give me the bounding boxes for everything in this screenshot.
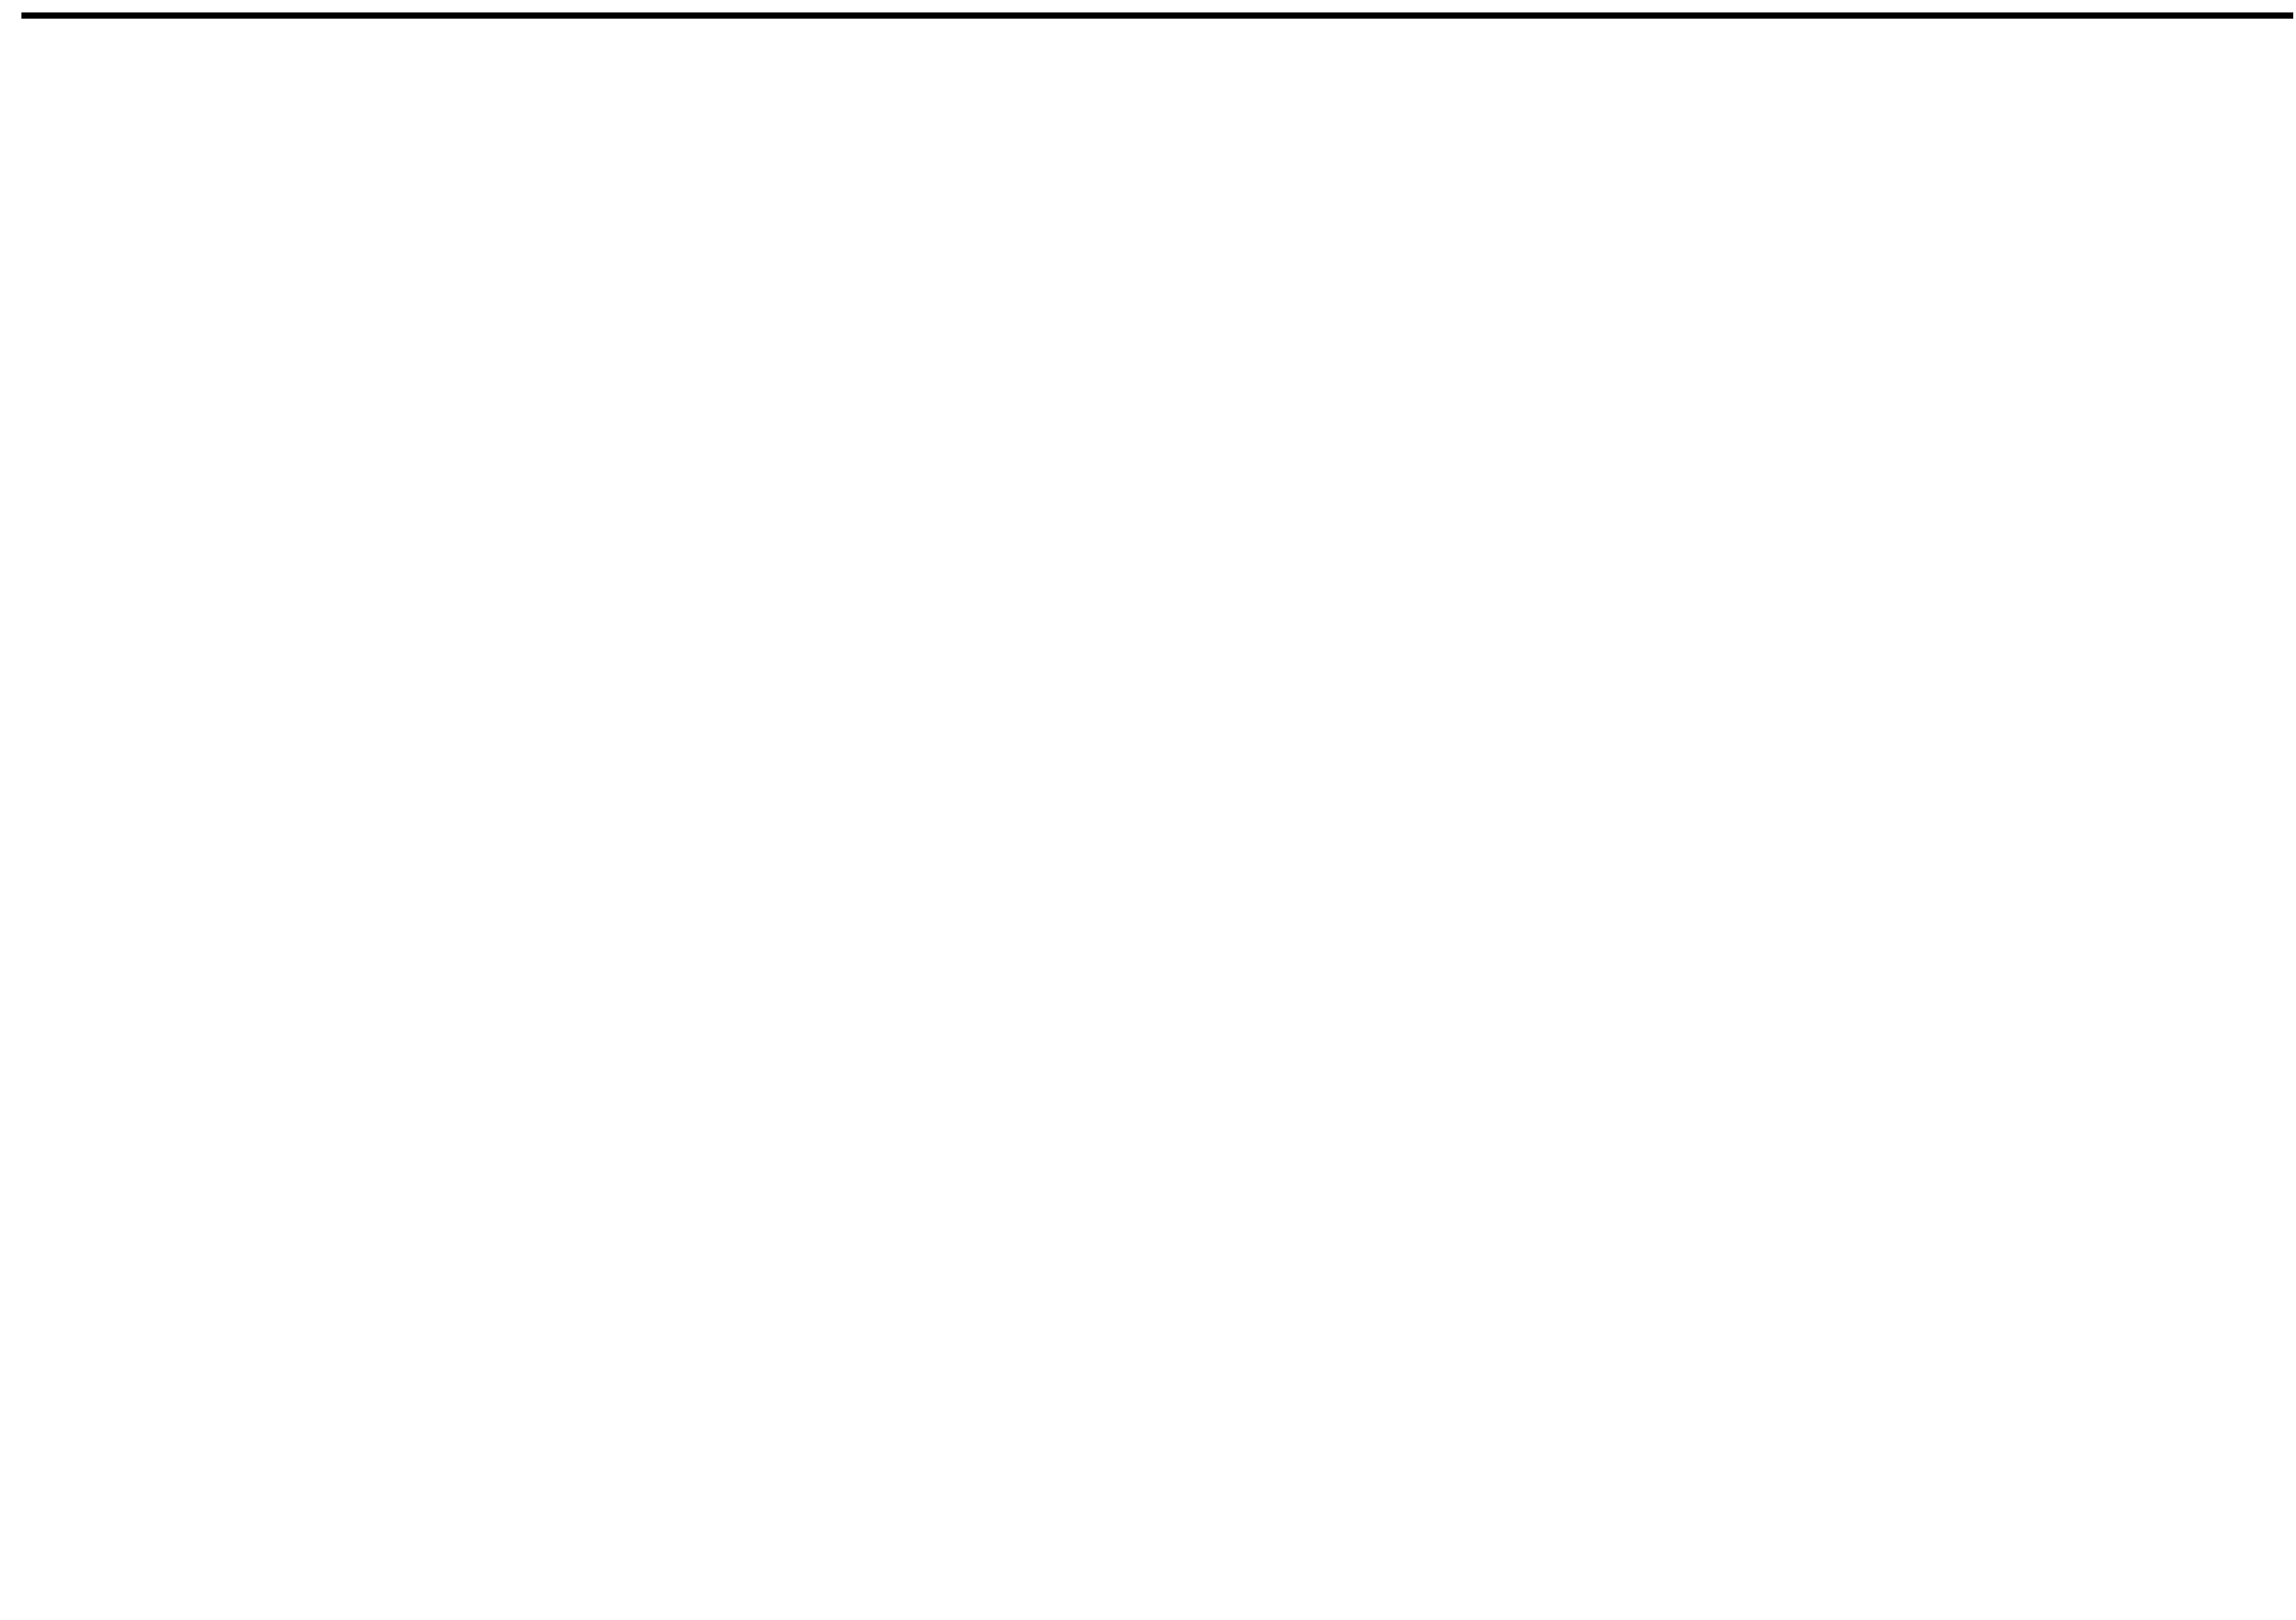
allocation-table xyxy=(21,12,2293,19)
header-num xyxy=(23,14,1157,17)
allocation-table-page xyxy=(21,12,2293,19)
header-name xyxy=(1157,14,2291,17)
